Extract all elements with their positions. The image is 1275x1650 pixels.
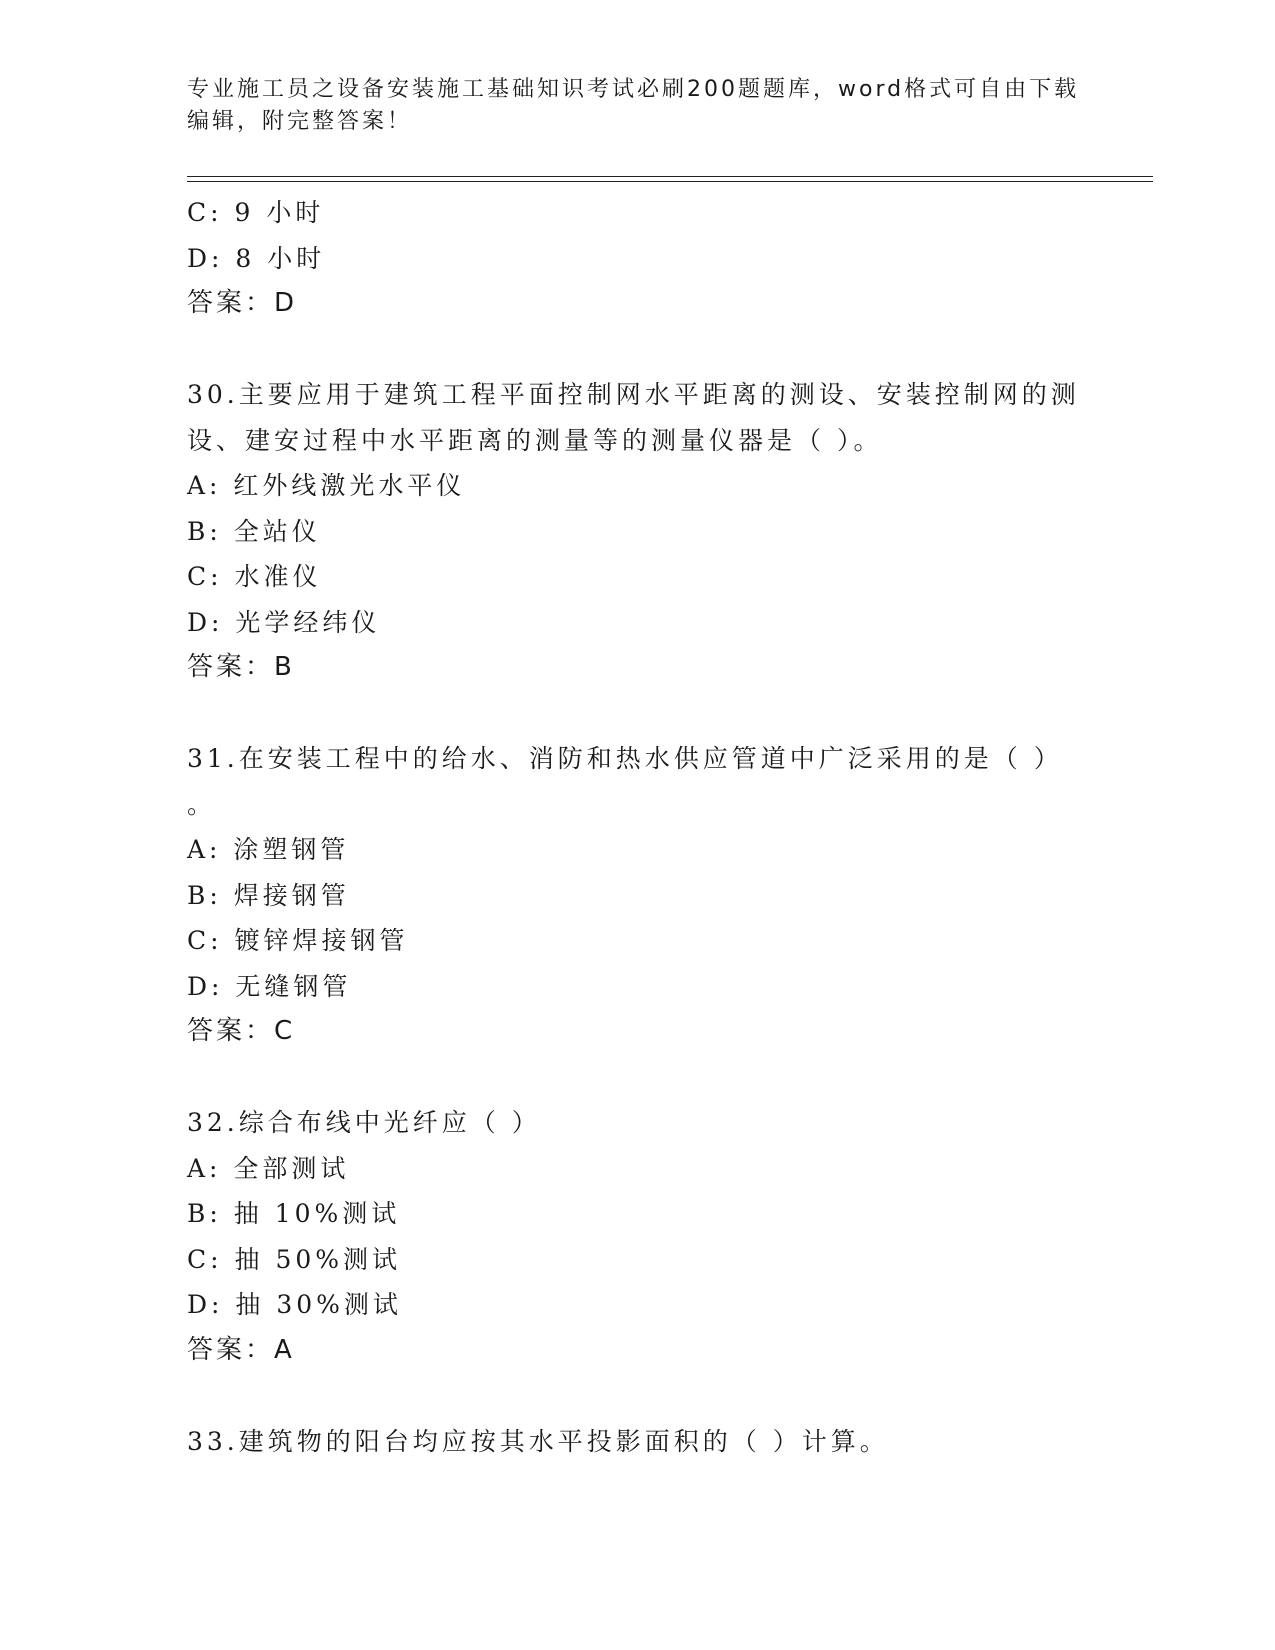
spacer bbox=[187, 1055, 1087, 1101]
option-c: C: 9 小时 bbox=[187, 198, 325, 227]
option-a: A: 涂塑钢管 bbox=[187, 835, 350, 864]
question-stem: 31.在安装工程中的给水、消防和热水供应管道中广泛采用的是（ ） bbox=[187, 744, 1063, 773]
header-title-line-1: 专业施工员之设备安装施工基础知识考试必刷200题题库，word格式可自由下载 bbox=[187, 77, 1080, 102]
question-32 bbox=[187, 1100, 1087, 1373]
header-divider-bottom bbox=[187, 181, 1153, 182]
option-b: B: 抽 10%测试 bbox=[187, 1199, 401, 1228]
header-divider-top bbox=[187, 176, 1153, 177]
option-b: B: 全站仪 bbox=[187, 516, 321, 546]
question-stem-continued: 设、建安过程中水平距离的测量等的测量仪器是（ ）。 bbox=[187, 425, 883, 455]
spacer bbox=[187, 327, 1087, 373]
question-list bbox=[187, 190, 1087, 1464]
question-stem: 33.建筑物的阳台均应按其水平投影面积的（ ）计算。 bbox=[187, 1426, 889, 1456]
answer-text: 答案：A bbox=[187, 1334, 295, 1365]
document-header bbox=[187, 74, 1087, 138]
option-c: C: 水准仪 bbox=[187, 562, 322, 591]
question-29-tail bbox=[187, 190, 1087, 327]
option-d: D: 8 小时 bbox=[187, 243, 326, 273]
option-b: B: 焊接钢管 bbox=[187, 880, 350, 910]
answer-text: 答案：D bbox=[187, 288, 298, 318]
answer-text: 答案：C bbox=[187, 1016, 296, 1046]
spacer bbox=[187, 691, 1087, 737]
question-31 bbox=[187, 736, 1087, 1055]
question-33 bbox=[187, 1419, 1087, 1465]
question-stem: 32.综合布线中光纤应（ ） bbox=[187, 1108, 541, 1137]
question-stem-continued: 。 bbox=[187, 789, 217, 819]
question-stem: 30.主要应用于建筑工程平面控制网水平距离的测设、安装控制网的测 bbox=[187, 380, 1080, 409]
question-30 bbox=[187, 372, 1087, 691]
spacer bbox=[187, 1373, 1087, 1419]
header-title-line-2: 编辑，附完整答案！ bbox=[187, 109, 413, 134]
option-d: D: 抽 30%测试 bbox=[187, 1290, 402, 1319]
option-a: A: 红外线激光水平仪 bbox=[187, 471, 466, 500]
option-c: C: 镀锌焊接钢管 bbox=[187, 926, 409, 955]
answer-text: 答案：B bbox=[187, 652, 295, 682]
option-d: D: 无缝钢管 bbox=[187, 971, 352, 1001]
option-d: D: 光学经纬仪 bbox=[187, 607, 381, 637]
option-a: A: 全部测试 bbox=[187, 1153, 350, 1183]
option-c: C: 抽 50%测试 bbox=[187, 1244, 402, 1274]
